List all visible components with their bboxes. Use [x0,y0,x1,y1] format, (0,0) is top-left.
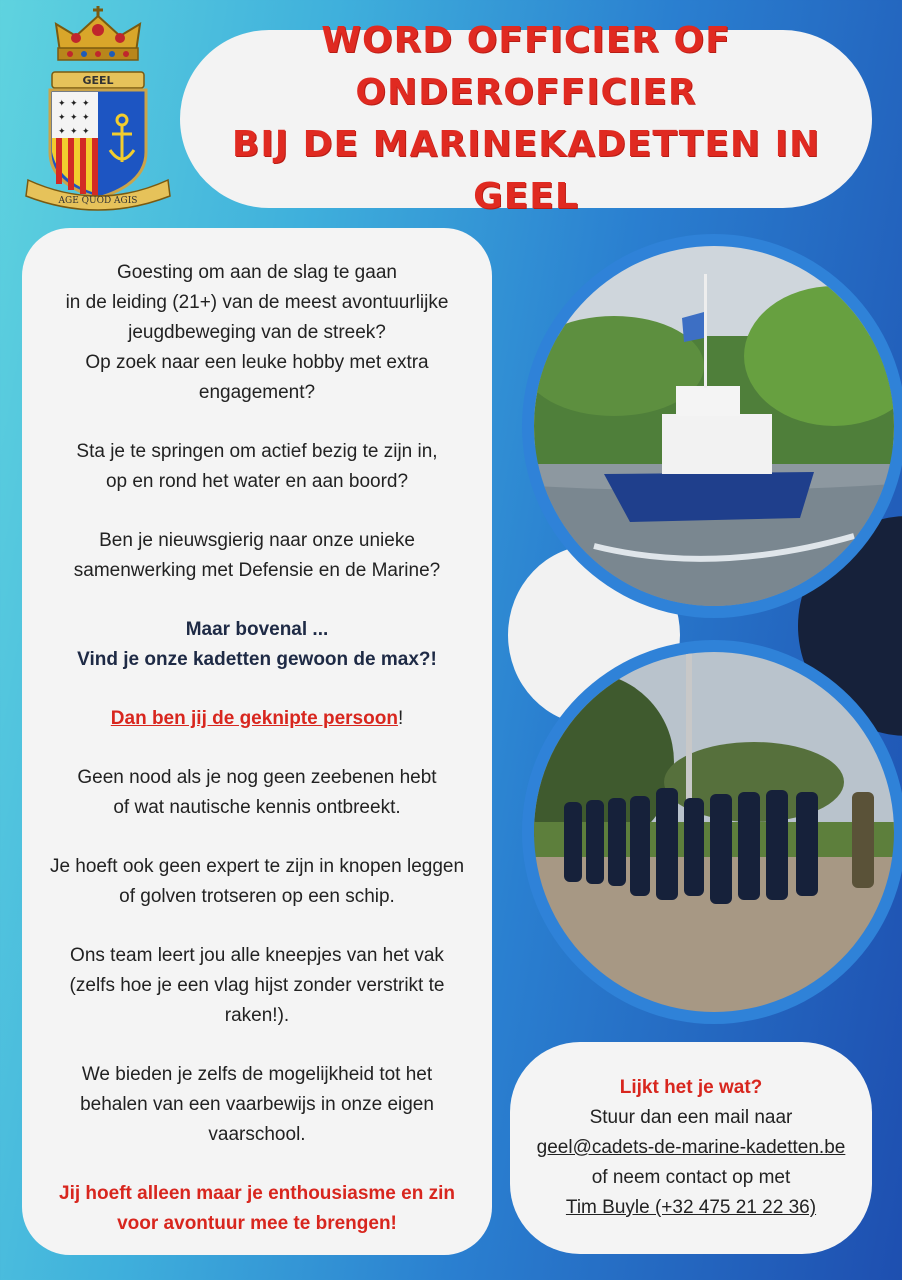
paragraph-kneepjes: Ons team leert jou alle kneepjes van het vak (zelfs hoe je een vlag hijst zonder verstrikt te raken!). [69,945,445,1026]
logo-motto-text: AGE QUOD AGIS [58,196,138,206]
contact-person-link[interactable]: Tim Buyle (+32 475 21 22 36) [565,1197,817,1218]
svg-text:✦: ✦ [70,113,78,123]
paragraph-vaarbewijs: We bieden je zelfs de mogelijkheid tot het behalen van een vaarbewijs in onze eigen vaarschool. [80,1064,434,1145]
contact-email-link[interactable]: geel@cadets-de-marine-kadetten.be [536,1137,846,1158]
paragraph-defensie: Ben je nieuwsgierig naar onze unieke samenwerking met Defensie en de Marine? [73,530,441,581]
title-banner [180,20,872,217]
svg-text:✦: ✦ [82,127,90,137]
paragraph-intro: Goesting om aan de slag te gaan in de leiding (21+) van de meest avontuurlijke jeugdbeweging van de streek? Op zoek naar een leuke hobby met extra engagement? [65,262,449,403]
body-text-panel [22,228,492,1255]
paragraph-knopen: Je hoeft ook geen expert te zijn in knopen leggen of golven trotseren op een schip. [49,856,465,907]
contact-heading: Lijkt het je wat? [619,1077,763,1098]
logo-banner-text: GEEL [82,74,114,87]
paragraph-geknipte: Dan ben jij de geknipte persoon! [110,708,404,729]
coat-of-arms-logo [18,2,178,212]
contact-box [510,1042,872,1254]
svg-text:✦: ✦ [70,127,78,137]
boat-photo [534,246,894,606]
contact-mail-intro: Stuur dan een mail naar [589,1107,793,1128]
shield-icon [50,90,146,198]
paragraph-water: Sta je te springen om actief bezig te zijn in, op en rond het water en aan boord? [76,441,438,492]
contact-phone-intro: of neem contact op met [591,1167,791,1188]
cadets-photo [534,652,894,1012]
svg-text:✦: ✦ [58,127,66,137]
svg-text:✦: ✦ [58,113,66,123]
crown-icon [56,6,140,60]
paragraph-zeebenen: Geen nood als je nog geen zeebenen hebt of wat nautische kennis ontbreekt. [77,767,437,818]
svg-text:✦: ✦ [70,99,78,109]
title-line-2: BIJ DE MARINEKADETTEN IN GEEL [231,124,821,217]
svg-text:✦: ✦ [58,99,66,109]
svg-text:✦: ✦ [82,113,90,123]
geknipte-persoon-link[interactable]: Dan ben jij de geknipte persoon [110,708,398,729]
paragraph-enthousiasme: Jij hoeft alleen maar je enthousiasme en zin voor avontuur mee te brengen! [59,1183,455,1234]
svg-text:✦: ✦ [82,99,90,109]
paragraph-bovenal: Maar bovenal ... Vind je onze kadetten gewoon de max?! [77,619,437,670]
title-line-1: WORD OFFICIER OF ONDEROFFICIER [321,20,731,113]
